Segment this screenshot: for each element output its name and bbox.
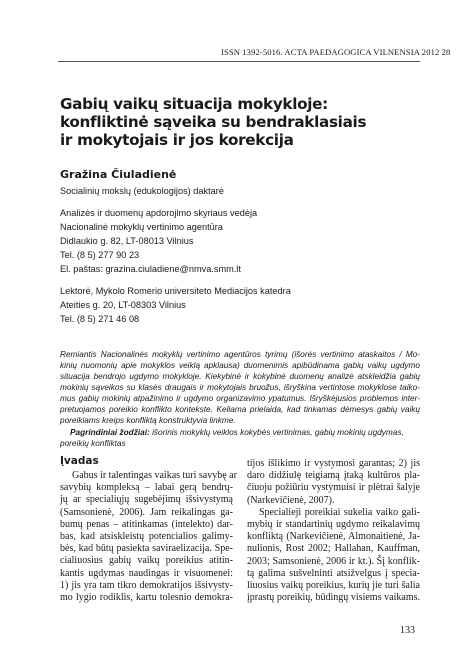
body-line: mybių ir standartinių ugdymo reikalavimų <box>247 518 420 530</box>
affiliation-line: Nacionalinė mokyklų vertinimo agentūra <box>60 222 223 232</box>
affiliation-line: Tel. (8 5) 277 90 23 <box>60 250 140 260</box>
title-line: konfliktinė sąveika su bendraklasiais <box>60 113 367 132</box>
affiliation-line: Ateities g. 20, LT-08303 Vilnius <box>60 300 186 310</box>
body-line: tą galima sušvelninti atsižvelgus į specia- <box>247 567 420 579</box>
body-line: įprastų poreikių, būdingų visiems vaikams. <box>247 592 420 604</box>
author-name: Gražina Čiuladienė <box>60 168 177 181</box>
right-column <box>247 458 420 604</box>
body-line: tijos išlikimo ir vystymosi garantas; 2) jis <box>247 458 420 469</box>
body-line: čiuoju požiūriu vystymuisi ir plėtrai šalyje <box>247 482 420 494</box>
title-line: ir mokytojais ir jos korekcija <box>60 131 294 150</box>
affiliation-line: Didlaukio g. 82, LT-08013 Vilnius <box>60 236 194 246</box>
affiliation-line: Lektorė, Mykolo Romerio universiteto Mediacijos katedra <box>60 286 291 296</box>
body-line: bumų penas – atitinkamas (intelekto) dar- <box>60 518 233 530</box>
body-line: nulionis, Rost 2002; Hallahan, Kauffman, <box>247 543 420 555</box>
title-line: Gabių vaikų situacija mokykloje: <box>60 95 328 113</box>
body-line: 2003; Samsonienė, 2006 ir kt.). Šį konflik- <box>247 555 420 567</box>
header-rule <box>58 61 420 62</box>
body-line: konfliktą (Narkevičienė, Almonaitienė, Ja- <box>247 531 420 543</box>
abstract-line: poreikiams kreips konfliktą konstruktyvia linkme. <box>60 416 236 425</box>
body-line: (Samsonienė, 2006). Jam reikalingas ga- <box>60 506 233 518</box>
abstract-line: mokinių sąveikos su klasės draugais ir mokytojais bruožus, išryškina vertintose mokyklose taiko- <box>60 383 420 392</box>
body-line: bės, kad būtų pasiekta saviraelizacija. Spe- <box>60 543 233 555</box>
body-line: liuosius vaikų poreikius, kurių jie turi šalia <box>247 579 420 591</box>
body-line: cialiuosius gabių vaikų poreikius atitin- <box>60 555 233 567</box>
section-heading: Įvadas <box>60 455 99 467</box>
abstract-line: mus gabių mokinių atpažinimo ir ugdymo organizavimo ypatumus. Išryškėjusios problemos inter- <box>60 394 420 403</box>
body-line: 1) jis yra tam tikro demokratijos išsivysty- <box>60 579 233 591</box>
email-line: El. paštas: grazina.ciuladiene@nmva.smm.lt <box>60 264 241 274</box>
abstract-line: pretuojamos poreikio konflikto kontekste. Keliama prielaida, kad tinkamas dėmesys gabių vaikų <box>60 405 420 414</box>
keywords-line: poreikių konfliktas <box>60 439 126 448</box>
abstract-line: Remiantis Nacionalinės mokyklų vertinimo agentūros tyrimų (išorės vertinimo ataskaitos / Mo- <box>60 350 420 359</box>
page-number: 133 <box>400 625 415 636</box>
affiliation-line: Tel. (8 5) 271 46 08 <box>60 314 140 324</box>
affiliation-line: Analizės ir duomenų apdorojimo skyriaus vedėja <box>60 208 258 218</box>
body-line: (Narkevičienė, 2007). <box>247 494 335 506</box>
affiliation-line: Socialinių mokslų (edukologijos) daktarė <box>60 186 224 196</box>
body-line: kantis ugdymas naudingas ir visuomenei: <box>60 567 233 579</box>
abstract-line: kinių nuomonių apie mokyklos veiklą apklausa) duomenimis apibūdinama gabių vaikų ugdymo <box>60 361 420 370</box>
body-line: savybių kompleksą – labai gerą bendrų- <box>60 482 233 494</box>
body-line: Specialieji poreikiai sukelia vaiko gali- <box>259 506 420 518</box>
body-line: jų ar specialiųjų sugebėjimų išsivystymą <box>60 494 233 506</box>
keywords-text: išorinis mokyklų veiklos kokybės vertinimas, gabių mokinių ugdymas, <box>152 428 404 437</box>
abstract-line: situacija bendrojo ugdymo mokykloje. Kiekybinė ir kokybinė duomenų analizė atskleidžia gabių <box>60 372 420 381</box>
keywords-line <box>60 427 420 438</box>
running-head: ISSN 1392-5016. ACTA PAEDAGOGICA VILNENSIA 2012 28 <box>221 47 451 57</box>
body-line: Gabus ir talentingas vaikas turi savybę ar <box>72 470 237 481</box>
left-column <box>60 470 237 604</box>
body-line: bas, kad atsiskleistų potencialios galimy- <box>60 530 233 542</box>
body-line: daro didžiulę teigiamą įtaką kultūros pla- <box>247 470 420 482</box>
keywords-label: Pagrindiniai žodžiai: <box>70 428 150 437</box>
article-title <box>60 95 430 150</box>
body-line: mo lygio rodiklis, kartu tolesnio demokra- <box>60 591 233 603</box>
